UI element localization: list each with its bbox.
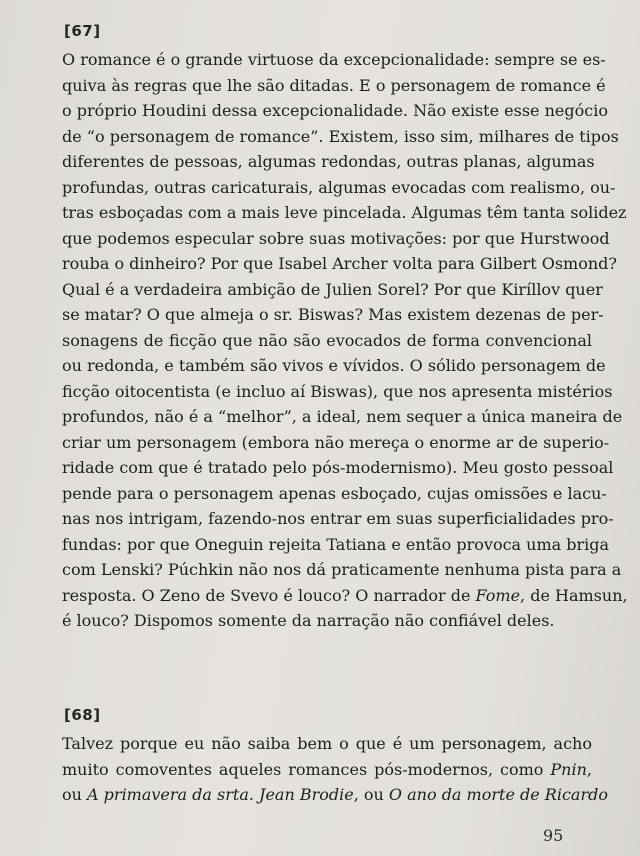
book-title-italic: Pnin	[550, 759, 587, 779]
paragraph-line: ou redonda, e também são vivos e vívidos. O sólido personagem de	[62, 356, 606, 375]
paragraph-line: que podemos especular sobre suas motivações: por que Hurstwood	[62, 228, 610, 248]
paragraph-line: criar um personagem (embora não mereça o enorme ar de superio-	[62, 432, 610, 452]
line-text: , ou	[353, 785, 389, 804]
section-67-paragraph	[62, 47, 628, 634]
paragraph-line: sonagens de ficção que não são evocados de forma convencional	[62, 330, 592, 350]
paragraph-line	[62, 583, 628, 609]
paragraph-line: rouba o dinheiro? Por que Isabel Archer volta para Gilbert Osmond?	[62, 254, 617, 273]
book-title-italic: O ano da morte de Ricardo	[388, 785, 608, 804]
paragraph-line: ridade com que é tratado pelo pós-modernismo). Meu gosto pessoal	[62, 458, 614, 477]
paragraph-line: quiva às regras que lhe são ditadas. E o personagem de romance é	[62, 75, 606, 95]
paragraph-line: profundas, outras caricaturais, algumas evocadas com realismo, ou-	[62, 177, 616, 197]
section-number-68: [68]	[64, 706, 101, 724]
section-68-paragraph	[62, 731, 608, 808]
paragraph-line	[62, 757, 592, 783]
paragraph-line: ficção oitocentista (e incluo aí Biswas), que nos apresenta mistérios	[62, 381, 613, 401]
line-text: resposta. O Zeno de Svevo é louco? O narrador de	[62, 585, 476, 605]
paragraph-line: tras esboçadas com a mais leve pincelada. Algumas têm tanta solidez	[62, 203, 627, 222]
section-number-67: [67]	[64, 22, 101, 40]
line-text: ,	[586, 759, 592, 779]
line-text: , de Hamsun,	[520, 585, 628, 605]
paragraph-line: se matar? O que almeja o sr. Biswas? Mas existem dezenas de per-	[62, 305, 604, 324]
paragraph-line: profundos, não é a “melhor”, a ideal, nem sequer a única maneira de	[62, 407, 623, 426]
paragraph-line: Talvez porque eu não saiba bem o que é um personagem, acho	[62, 734, 592, 753]
paragraph-line: diferentes de pessoas, algumas redondas, outras planas, algumas	[62, 152, 595, 171]
paragraph-line: Qual é a verdadeira ambição de Julien Sorel? Por que Kiríllov quer	[62, 279, 603, 299]
paragraph-line	[62, 782, 608, 808]
line-text: muito comoventes aqueles romances pós-modernos, como	[62, 759, 551, 779]
book-title-italic: A primavera da srta. Jean Brodie	[87, 785, 354, 804]
paragraph-line: de “o personagem de romance”. Existem, isso sim, milhares de tipos	[62, 126, 619, 146]
paragraph-line: nas nos intrigam, fazendo-nos entrar em suas superficialidades pro-	[62, 509, 614, 528]
paragraph-line: é louco? Dispomos somente da narração não confiável deles.	[62, 611, 555, 630]
page-number: 95	[543, 826, 564, 845]
paragraph-line: o próprio Houdini dessa excepcionalidade. Não existe esse negócio	[62, 101, 608, 120]
paragraph-line: fundas: por que Oneguin rejeita Tatiana e então provoca uma briga	[62, 534, 610, 554]
paragraph-line: O romance é o grande virtuose da excepcionalidade: sempre se es-	[62, 50, 606, 69]
paragraph-line: pende para o personagem apenas esboçado, cujas omissões e lacu-	[62, 483, 607, 503]
line-text: ou	[62, 785, 88, 804]
paragraph-line: com Lenski? Púchkin não nos dá praticamente nenhuma pista para a	[62, 560, 622, 579]
book-title-italic: Fome	[475, 585, 521, 605]
